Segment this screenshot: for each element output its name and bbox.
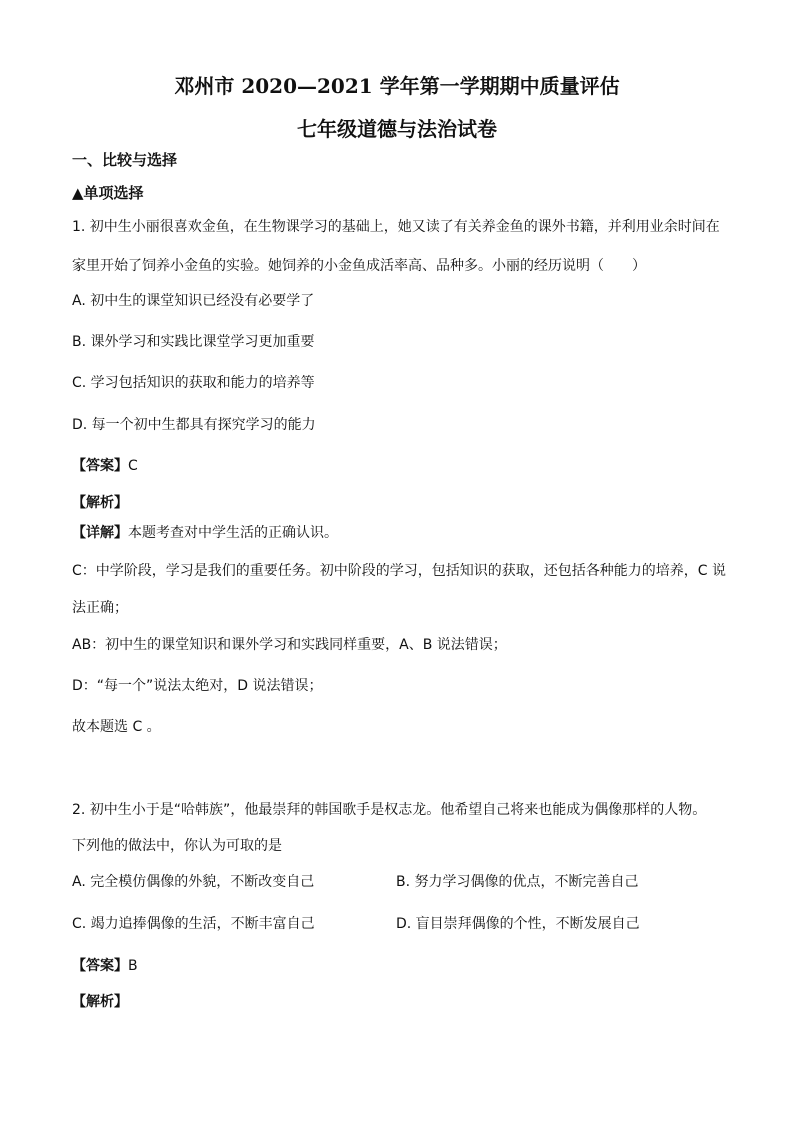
q2-stem-line2: 下列他的做法中，你认为可取的是 <box>72 838 282 854</box>
q2-option-c: C. 竭力追捧偶像的生活，不断丰富自己 <box>72 916 315 932</box>
q1-conclusion: 故本题选 C 。 <box>72 719 161 735</box>
exam-subtitle: 七年级道德与法治试卷 <box>297 117 497 141</box>
q2-answer <box>72 956 138 976</box>
q1-exp-c-line2: 法正确； <box>72 600 128 616</box>
q2-answer-value: B <box>128 958 138 974</box>
section-subheading: ▲单项选择 <box>72 184 144 202</box>
q1-detail-text: 本题考查对中学生活的正确认识。 <box>128 525 338 541</box>
q1-option-a: A. 初中生的课堂知识已经没有必要学了 <box>72 293 315 309</box>
q1-answer <box>72 456 138 476</box>
section-heading: 一、比较与选择 <box>72 151 178 169</box>
exam-title: 邓州市 2020—2021 学年第一学期期中质量评估 <box>174 74 620 98</box>
q2-answer-label: 【答案】 <box>72 958 128 974</box>
q1-option-b: B. 课外学习和实践比课堂学习更加重要 <box>72 334 315 350</box>
q1-exp-c-line1: C：中学阶段，学习是我们的重要任务。初中阶段的学习，包括知识的获取，还包括各种能力的培养，C 说 <box>72 563 726 579</box>
q1-exp-d: D：“每一个”说法太绝对，D 说法错误； <box>72 678 323 694</box>
q1-exp-ab: AB：初中生的课堂知识和课外学习和实践同样重要，A、B 说法错误； <box>72 637 507 653</box>
q1-stem-line1: 1. 初中生小丽很喜欢金鱼，在生物课学习的基础上，她又读了有关养金鱼的课外书籍，并利用业余时间在 <box>72 219 720 235</box>
q1-answer-value: C <box>128 458 138 474</box>
q2-option-a: A. 完全模仿偶像的外貌，不断改变自己 <box>72 874 315 890</box>
q2-option-d: D. 盲目崇拜偶像的个性，不断发展自己 <box>396 916 640 932</box>
q1-detail <box>72 523 338 543</box>
q2-option-b: B. 努力学习偶像的优点，不断完善自己 <box>396 874 639 890</box>
q2-analysis <box>72 992 128 1012</box>
q2-analysis-label: 【解析】 <box>72 994 128 1010</box>
q1-answer-label: 【答案】 <box>72 458 128 474</box>
q1-option-c: C. 学习包括知识的获取和能力的培养等 <box>72 375 315 391</box>
q1-stem-line2: 家里开始了饲养小金鱼的实验。她饲养的小金鱼成活率高、品种多。小丽的经历说明（ ） <box>72 258 646 274</box>
q1-analysis-label: 【解析】 <box>72 495 128 511</box>
q1-detail-label: 【详解】 <box>72 525 128 541</box>
q2-stem-line1: 2. 初中生小于是“哈韩族”，他最崇拜的韩国歌手是权志龙。他希望自己将来也能成为偶像那样的人物。 <box>72 802 707 818</box>
q1-analysis <box>72 493 128 513</box>
q1-option-d: D. 每一个初中生都具有探究学习的能力 <box>72 417 316 433</box>
